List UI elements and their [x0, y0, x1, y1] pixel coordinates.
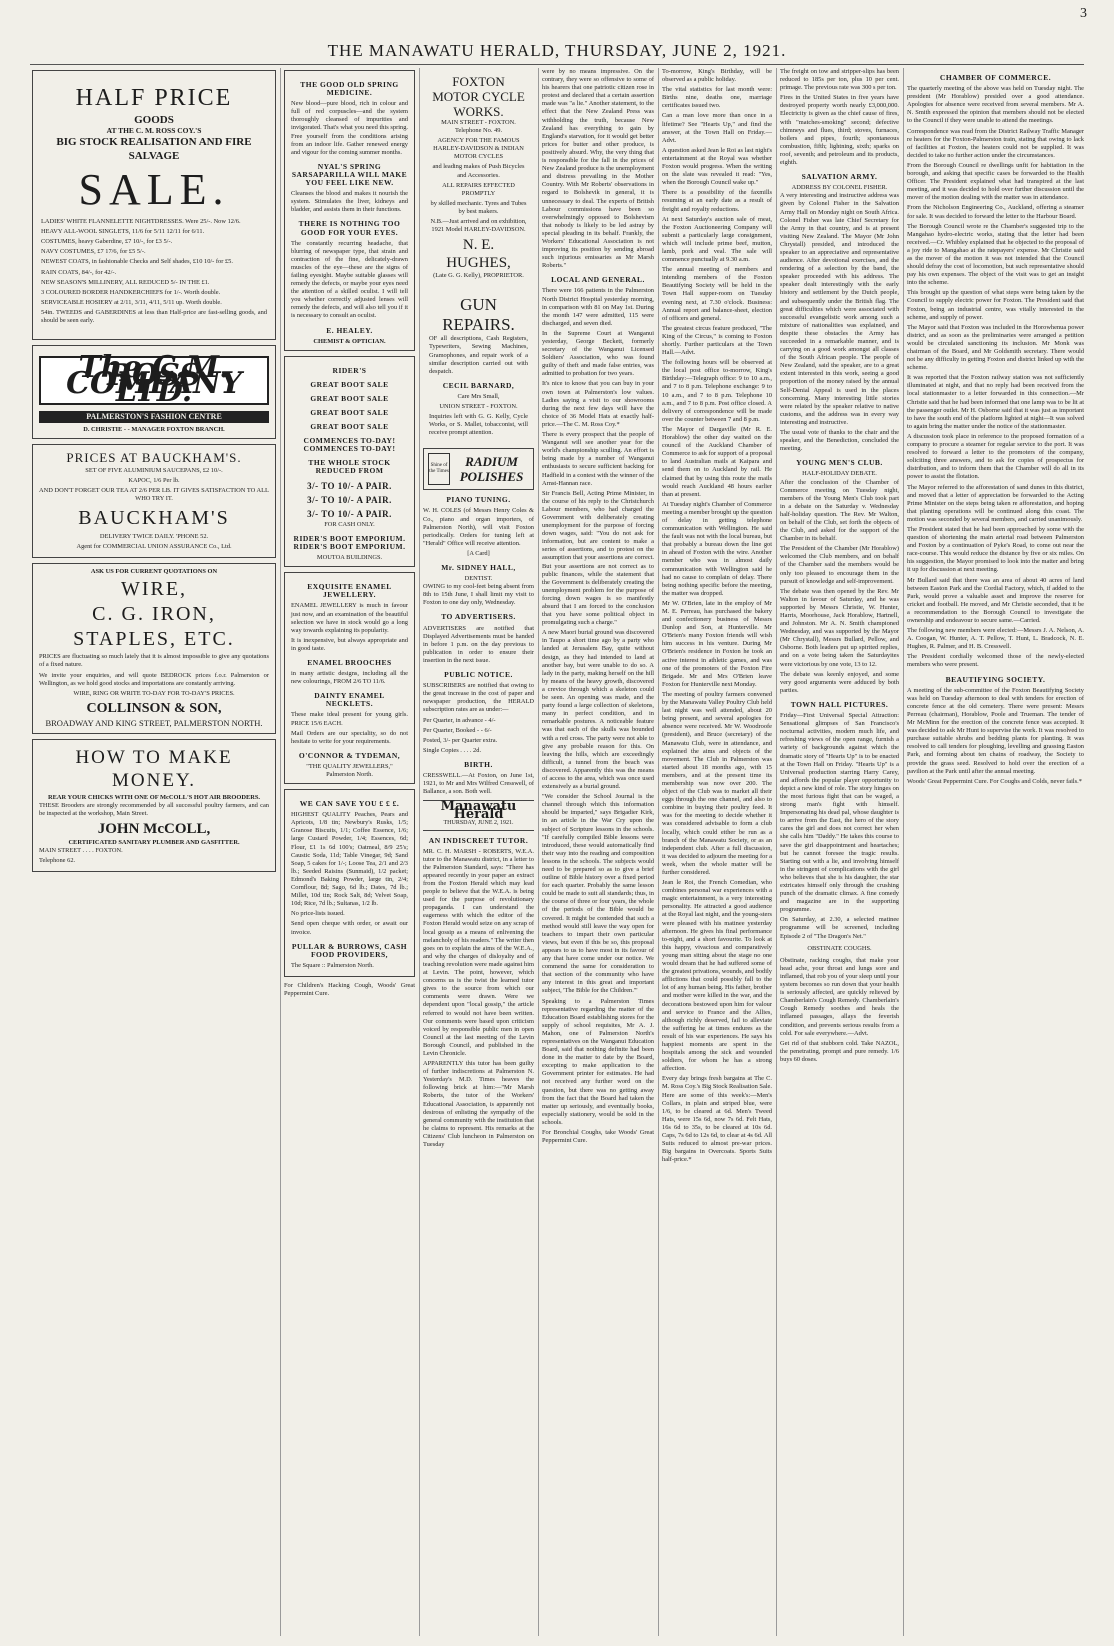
ad-headline: PRICES AT BAUCKHAM'S.	[66, 449, 242, 465]
ad-headline: RIDER'S	[332, 365, 367, 375]
section-subtitle: ADDRESS BY COLONEL FISHER.	[791, 184, 888, 192]
article-paragraph: The Mayor said that Foxton was included in the Horowhenua power district, and as soon as the preliminaries were arranged a petition would be circulated sanctioning its inclusion. Mr Monk was chairman of the Board, and Mr Goldsmith secretary. There would not be any difficulty in getting Foxton and district linked up with the scheme.	[907, 323, 1084, 372]
article-paragraph: Friday—First Universal Special Attraction: Sensational glimpses of San Francisco's nocturnal activities, modern much life, and refreshing views of the open range, furnish a variety of backgrounds against which the dramatic story of "Hearts Up" is to be enacted at the Town Hall on Friday. "Hearts Up" is a Universal production starring Harry Carey, and affords the popular player opportunity to depict a new kind of role. The story hinges on the most furious fight that can be waged, a strong man's fight with himself. Impersonating his dead pal, whose daughter is to arrive from the East, the hero of the story cares the girl and does not correct her when she calls him "Daddy." He takes this course to save the girl disappointment and heartaches; but he cannot foresee the tragic results. Starting out with a lie, and involving himself in the stringent of complications with the girl who believes that she is his daughter, the star extricates himself only through the crushing punch of the dramatic climax. A fine comedy and magazine are in the supporting programme.	[780, 712, 899, 914]
article-paragraph: Obstinate, racking coughs, that make your head ache, your throat and lungs sore and inflamed, that rob you of your sleep until your system becomes so run down that your health is seriously affected, are quickly relieved by Chamberlain's Cough Remedy. Chamberlain's Cough Remedy soothes and heals the inflamed passages, allays the feverish condition, and prevents serious results from a cold. For sale everywhere.—Advt.	[780, 956, 899, 1037]
article-paragraph: A question asked Jean le Roi as last night's entertainment at the Royal was whether Foxton would progress. When the writing on the slate was revealed it read: "Yes, when the Borough Council wake up."	[662, 146, 772, 187]
column-7	[907, 68, 1084, 1628]
ad-paragraph: ENAMEL JEWELLERY is much in favour just now, and an examination of the beautiful selection we have in stock would go a long way towards explaining its popularity.	[291, 602, 408, 634]
price-item: LADIES' WHITE FLANNELETTE NIGHTDRESSES. Were 25/-. Now 12/6.	[41, 218, 241, 226]
ad-paragraph: WIRE, RING OR WRITE TO-DAY FOR TO-DAY'S PRICES.	[73, 689, 235, 697]
ad-paragraph: We invite your enquiries, and will quote BEDROCK prices f.o.r. Palmerston or Wellington, as we hold good stocks and importations are constantly arriving.	[39, 671, 269, 687]
sale-line: GREAT BOOT SALE	[310, 393, 389, 403]
article-paragraph: The usual vote of thanks to the chair and the speaker, and the Benediction, concluded the meeting.	[780, 429, 899, 453]
article-paragraph: From the Nicholson Engineering Co., Auckland, offering a steamer for sale. It was decided to forward the letter to the Harbour Board.	[907, 204, 1084, 220]
article-paragraph: The quarterly meeting of the above was held on Tuesday night. The president (Mr Horablow) presided over a good attendance. Apologies for absence were received from several members. Mr A. N. Smith expressed the opinion that members should not be elected to the Council if they were unable to attend the meetings.	[907, 85, 1084, 125]
ad-paragraph: OF all descriptions, Cash Registers, Typewriters, Sewing Machines, Gramophones, and repair work of a similar description carried out with despatch.	[429, 335, 528, 375]
notice-body: ADVERTISERS are notified that Displayed Advertisements must be handed in before 1 p.m. on the day previous to publication in order to ensure their insertion in the next issue.	[423, 624, 534, 664]
notice-title: BIRTH.	[464, 759, 493, 769]
column-6	[780, 68, 899, 1628]
notice-title: Mr. SIDNEY HALL,	[441, 563, 516, 572]
ad-line: AND DON'T FORGET OUR TEA AT 2/6 PER LB. IT GIVES SATISFACTION TO ALL WHO TRY IT.	[39, 486, 269, 502]
article-paragraph: Woods' Great Peppermint Cure. For Coughs and Colds, never fails.*	[907, 777, 1082, 785]
ad-line: D. CHRISTIE - - MANAGER FOXTON BRANCH.	[83, 425, 225, 433]
article-paragraph: It's nice to know that you can buy in your own town at Palmerston's low values. Ladies saying a visit to our showrooms during the next few days will have the choice of 36 Model Hats at exactly half-price.—The C. M. Ross Coy.*	[542, 380, 654, 428]
article-title: AN INDISCREET TUTOR.	[428, 835, 529, 845]
article-paragraph: Speaking to a Palmerston Times representative regarding the matter of the Education Board establishing stores for the supply of school requisites, Mr A. J. Mahon, one of Palmerston North's representatives on the Wanganui Education Board, said that nothing definite had been done in the matter to date by the Board, excepting to make application to the Government printer for estimates. He had not received any further word on the question, but there was no getting away from the fact that the Board had taken the matter up seriously, and eventually books, especially stationery, would be sold in the schools.	[542, 997, 654, 1126]
ad-paragraph: HIGHEST QUALITY Peaches, Pears and Apricots, 1/8 tin; Newbury's Rusks, 1/5; Granose Biscuits, 1/1; Coffee Essence, 1/6; large Custard Powder, 1/4; Essences, 6d; Flour, £1 1s 6d 100's; Oatmeal, 8/9 25's; Caustic Soda, 11d; Table Vinegar, 9d; Sand Soap, 5 cakes for 1/-; Loose Tea, 2/1 and 2/3 lb.; Seeded Raisins (Sunmaid), 1/2 packet; Edmond's Baking Powder, large tin, 2/4; Cornflour, 8d; Sago, 6d lb.; Dates, 7d lb.; Millet, 10d tin; Rock Salt, 8d; Velvet Soap, 10d; Rice, 7d lb.; Sultanas, 1/2 lb.	[291, 811, 408, 908]
article-paragraph: A meeting of the sub-committee of the Foxton Beautifying Society was held on Tuesday afternoon to deal with tenders for erection of concrete fence at the old cemetery. There were present: Messrs Perreau (chairman), Horablow, Poole and Trueman. The tender of Mr McMinn for the erection of the concrete fence was accepted. It was decided to ask Mr Hunt to supervise the work. It was resolved to purchase suitable shrubs and bedding plants for planting. It was resolved to call tenders for ploughing, levelling and grassing Easton Park, and forming about ten chains of roadway, the Society to provide the grass seed. Resolved to hold over the erection of a pavilion at the Park until after the annual meeting.	[907, 686, 1084, 775]
article-paragraph: Jean le Roi, the French Comedian, who combines personal war experiences with a magic entertainment, is a very interesting personality. He attracted a good audience at the Royal last night, and the young-sters were pleased with his matinee yesterday afternoon. He gives his final performance to-night, and a short favourite. To look at this happy, vivacious and comparatively young man sitting about the stage no one would dream that he had suffered some of the greatest privations, wounds, and bodily afflictions that could possibly fall to the lot of any human being. His father, brother and mother were killed in the war, and the decorations bestowed upon him for valour and service to France and the Allies, although richly deserved, fail to alleviate the suffering he at times endures as the result of his war experiences. He says his happiest moments are spent in the hospitals among the sick and wounded soldiers, for whom he has a strong affection.	[662, 879, 772, 1073]
notice-public	[423, 671, 534, 755]
notice-piano-tuning	[423, 496, 534, 548]
polish-tin-icon: Shine of the Times	[428, 453, 450, 485]
article-paragraph: Mr Bullard said that there was an area of about 40 acres of land between Easton Park and the Cordial Factory, which, if added to the Park, would prove a valuable asset and improve the reserve for cricket and football. He moved, and Mr Christie seconded, that it be a recommendation to the Borough Council to investigate the ownership and endeavour to secure same.—Carried.	[907, 576, 1084, 624]
notice-birth	[423, 761, 534, 796]
ad-bauckham	[32, 444, 276, 559]
article-paragraph: The President cordially welcomed those of the newly-elected members who were present.	[907, 653, 1084, 669]
section-title: CHAMBER OF COMMERCE.	[939, 73, 1052, 82]
ad-paragraph: in many artistic designs, including all the new colourings, FROM 2/6 TO 11/6.	[291, 670, 408, 686]
column-3	[423, 68, 534, 1628]
column-rule	[658, 68, 659, 1636]
ad-line: DELIVERY TWICE DAILY. 'PHONE 52.	[99, 533, 209, 541]
ad-line: Agent for COMMERCIAL UNION ASSURANCE Co., Ltd.	[76, 543, 232, 551]
article-paragraph: This brought up the question of what steps were being taken by the Council to supply electric power for Foxton. The President said that Foxton, being an industrial centre, was vitally interested in the scheme, and supply of power.	[907, 289, 1084, 321]
article-paragraph: The following new members were elected:—Messrs J. A. Nelson, A. A. Coogan, W. Hunter, A. T. Pellow, T. Hunt, L. Bradcock, N. E. Hughes, R. Palmer, and H. B. Cresswell.	[907, 627, 1084, 651]
ad-subhead: ENAMEL BROOCHES	[307, 657, 392, 667]
ad-radium-polishes	[423, 448, 534, 490]
article-paragraph: Sir Francis Bell, Acting Prime Minister, in the course of his reply to the Christchurch Labour members, who had charged the Government with deliberately creating unemployment for the purpose of forcing down wages, said: "You do not ask for information, but are content to make a series of assertions, and to protest on the assumption that your assertions are correct. But your assertions are not correct as to public finances, while the statement that the Government is deliberately creating the unemployment problem for the purpose of forcing down wages is so manifestly absurd that I am forced to the conclusion that you have some political object in promulgating such a charge."	[542, 489, 654, 627]
price-item: NEW SEASON'S MILLINERY, ALL REDUCED 5/- IN THE £1.	[41, 278, 210, 286]
newspaper-nameplate	[423, 800, 534, 830]
ad-paragraph: Cleanses the blood and makes it nourish the system. Stimulates the liver, kidneys and bladder, and assists them in their functions.	[291, 190, 408, 214]
filler-paragraph: For Children's Hacking Cough, Woods' Great Peppermint Cure.	[284, 981, 415, 997]
nameplate-title: Manawatu Herald	[440, 799, 517, 823]
article-paragraph: Get rid of that stubborn cold. Take NAZOL, the penetrating, prompt and pure remedy. 1/6 buys 60 doses.	[780, 1039, 899, 1063]
ad-paragraph: The Square :: Palmerston North.	[291, 961, 374, 969]
article-paragraph: The meeting of poultry farmers convened by the Manawatu Valley Poultry Club held last night was well attended, about 20 being present, and several apologies for absence were received. Mr W. Woodroofe (president), and Bruce (secretary) of the Manawatu Club, were in attendance, and explained the aims and objects of the movement. The Club in Palmerston was started about 18 months ago, with 15 members, and at the present time its membership was now over 200. The object of the Club was to market all their eggs through the one channel, and also to combine in buying their poultry feed. It was for the meeting to decide whether it was considered advisable to form a club locally, which could either be run as a branch of the Manawatu Society, or as an independent club. After a full discussion, it was decided to adjourn the meeting for a week, when the whole matter will be further considered.	[662, 690, 772, 876]
column-1	[32, 68, 276, 1628]
article-paragraph: After the conclusion of the Chamber of Commerce meeting on Tuesday night, members of the Young Men's Club took part in a debate on the Saturday v. Wednesday half-holiday question. The Rev. Mr Walton, on behalf of the Club, set forth the objects of the Club, and asked for the support of the Chamber in its behalf.	[780, 478, 899, 543]
ad-subhead: REAR YOUR CHICKS WITH ONE OF McCOLL'S HOT AIR BROODERS.	[48, 793, 260, 801]
article-paragraph: Can a man love more than once in a lifetime? See "Hearts Up," and find the answer, at the Town Hall on Friday.—Advt.	[662, 112, 772, 144]
price-item: HEAVY ALL-WOOL SINGLETS, 11/6 for 5/11 12/11 for 6/11.	[41, 228, 205, 236]
ad-oconnor-tydeman	[284, 572, 415, 784]
ad-subhead: THE WHOLE STOCK REDUCED FROM	[308, 458, 391, 476]
ad-headline: SALE.	[78, 165, 230, 215]
ad-subhead: PULLAR & BURROWS, CASH FOOD PROVIDERS,	[291, 941, 408, 959]
ad-line: "THE QUALITY JEWELLERS,"	[306, 762, 393, 770]
price-item: 3 COLOURED BORDER HANDKERCHIEFS for 1/-. Worth double.	[41, 288, 221, 296]
column-rule	[280, 68, 281, 1636]
article-paragraph: "We consider the School Journal is the channel through which this information should be imparted," says Brigadier Kirk, in an article in the War Cry upon the subject of Scripture lessons in the schools. "If carefully compiled Bible lessons were introduced, these would automatically find their way into the reading and composition lessons in the schools. The subjects would need to be prepared so as to give a brief outline of Bible history over a fixed period for each quarter. Probably the same lesson could be made to suit all standards; thus, in the course of three or four years, the whole of the periods of the Bible would be covered. It might be contended that such a method would still leave the way open for teachers to impart their own particular views, but even if this be so, this proposal appears to us to have most in its favour of any that have come under our notice. We commend the same for consideration to that section of the community who have any interest in this great and important subject, 'The Bible for the Children.'"	[542, 793, 654, 995]
section-subtitle: HALF-HOLIDAY DEBATE.	[802, 470, 877, 478]
masthead-title: THE MANAWATU HERALD, THURSDAY, JUNE 2, 1921.	[327, 41, 787, 60]
notice-body: SUBSCRIBERS are notified that owing to the great increase in the cost of paper and newspaper production, the HERALD subscription rates are as under:—	[423, 682, 534, 714]
ad-mccoll	[32, 739, 276, 873]
article-paragraph: There is every prospect that the people of Wanganui will see another year for the world's championship sculling. An effort is being made by a number of Wanganui enthusiasts to secure sufficient backing for Hadfield in a contest with the winner of the Arnst-Hannan race.	[542, 431, 654, 487]
article-paragraph: The following hours will be observed at the local post office to-morrow, King's Birthday:—Telegraph office: 9 to 10 a.m., and 7 to 8 p.m. Telephone exchange: 9 to 10 a.m., and 7 to 8 p.m. Telephone 10 a.m., and 7 to 8 p.m. Post office closed. A delivery of correspondence will be made over the counter between 7 and 8 p.m.	[662, 359, 772, 423]
article-paragraph: were by no means impressive. On the contrary, they were so offensive to some of his hearers that one patriotic citizen rose in protest and declared that a certain assertion made was "a lie." Another statement, to the effect that the New Zealand Press was withholding the truth, because New Zealand has everything to gain by England's starvation, for it would get better prices for butter and other produce, is positively absurd. Why, the very thing that is responsible for the fall in the prices of New Zealand produce is the unemployment and distress prevailing in the Mother Country. With Mr Roberts' observations in regard to Bolshevik in general, it is unnecessary to deal. The experts of British Labour commissions have been so overwhelmingly opposed to Bolshevism that nobody is likely to be led astray by special pleading in its behalf. Frankly, the Workers' Educational Association is not improving its position by sending abroad such injurious emissaries as Mr Marsh Roberts."	[542, 68, 654, 270]
ad-subhead: CERTIFICATED SANITARY PLUMBER AND GASFITTER.	[68, 839, 240, 847]
ad-motor-cycle-works	[423, 70, 534, 286]
ad-line: MOUTOA BUILDINGS.	[316, 554, 383, 562]
notice-advertisers	[423, 613, 534, 665]
notice-body: W. H. COLES (of Messrs Henry Coles & Co., piano and organ importers, of Palmerston North), will visit Foxton periodically. Orders for tuning left at "Herald" Office will receive attention.	[423, 507, 534, 547]
section-title: SALVATION ARMY.	[801, 172, 878, 182]
notice-title: PIANO TUNING.	[446, 495, 511, 505]
column-rule	[903, 68, 904, 1636]
column-5	[662, 68, 772, 1628]
article-paragraph: The Mayor of Dargaville (Mr R. E. Horablow) the other day waited on the council of the Auckland Chamber of Commerce to ask for support of a proposal to land Australian mails at Kaipara and send them on to Auckland by rail. He claimed that by using this route the mails would reach Auckland 48 hours earlier than at present.	[662, 425, 772, 498]
price-item: SERVICEABLE HOSIERY at 2/11, 3/11, 4/11, 5/11 up. Worth double.	[41, 298, 222, 306]
article-paragraph: A discussion took place in reference to the proposed formation of a company to procure a steamer for regular service to the port. It was resolved to forward a letter to the promoters of the company, soliciting three answers, and to ask for copies of prospectus for distribution, and to inform them that the Chamber will do all in its power to assist the flotation.	[907, 432, 1084, 481]
ad-headline: GUN REPAIRS.	[442, 295, 515, 335]
article-paragraph: The annual meeting of members and intending members of the Foxton Beautifying Society will be held in the Town Hall supper-room on Tuesday evening next, at 7.30 o'clock. Business: Annual report and balance-sheet, election of officers and general.	[662, 266, 772, 322]
ad-headline: N. E. HUGHES,	[446, 237, 511, 272]
ad-headline: THE GOOD OLD SPRING MEDICINE.	[300, 80, 399, 98]
article-paragraph: Fires in the United States in five years have destroyed property worth nearly £3,000,000. Electricity is given as the chief cause of fires, with "matches-smoking" second; defective chimneys and flues, third; stoves, furnaces, boilers and pipes, fourth; spontaneous combustion, fifth; lightning, sixth; sparks on roof, seventh; and petroleum and its products, eighth.	[780, 94, 899, 167]
rate-line: Per Quarter, in advance - 4/-	[423, 716, 496, 724]
ad-gun-repairs	[423, 291, 534, 443]
article-paragraph: The President of the Chamber (Mr Horablow) welcomed the Club members, and on behalf of the Chamber said the members would be only too pleased to encourage them in the pursuit of knowledge and self-improvement.	[780, 545, 899, 585]
sale-line: GREAT BOOT SALE	[310, 422, 389, 432]
ad-headline: HALF PRICE	[75, 85, 233, 111]
ad-line: Care Mrs Small,	[457, 392, 500, 400]
ad-line: FOR CASH ONLY.	[324, 520, 375, 528]
section-title: LOCAL AND GENERAL.	[551, 275, 645, 285]
article-indiscreet-tutor	[423, 837, 534, 1150]
ad-pullar-burrows	[284, 789, 415, 977]
ad-line: and leading makes of Push Bicycles and Accessories.	[432, 163, 525, 179]
ad-headline: EXQUISITE ENAMEL JEWELLERY.	[307, 582, 392, 600]
nameplate-date: THURSDAY, JUNE 2, 1921.	[443, 820, 514, 827]
ad-paragraph: It is inexpensive, but always appropriate and in good taste.	[291, 636, 408, 652]
ad-paragraph: Send open cheque with order, or await our invoice.	[291, 920, 408, 936]
section-title: BEAUTIFYING SOCIETY.	[945, 674, 1046, 684]
ad-paragraph: PRICES are fluctuating so much lately that it is almost impossible to give any quotations of a fixed nature.	[39, 653, 269, 669]
sale-line: GREAT BOOT SALE	[310, 408, 389, 417]
ad-paragraph: No price-lists issued.	[291, 910, 345, 918]
ad-line: MAIN STREET . . . . FOXTON.	[39, 847, 123, 855]
article-paragraph: The vital statistics for last month were: Births nine, deaths one, marriage certificates issued two.	[662, 86, 772, 110]
ad-headline: HOW TO MAKE MONEY.	[75, 746, 233, 791]
ad-subhead: RIDER'S BOOT EMPORIUM. RIDER'S BOOT EMPORIUM.	[293, 533, 406, 552]
section-subtitle: OBSTINATE COUGHS.	[807, 944, 872, 952]
ad-line: AGENCY FOR THE FAMOUS HARLEY-DAVIDSON & INDIAN MOTOR CYCLES	[433, 137, 524, 161]
ad-subhead: BROADWAY AND KING STREET, PALMERSTON NORTH.	[45, 717, 263, 728]
price-item: NEWEST COATS, in fashionable Checks and Self shades, £10 10/- for £5.	[41, 258, 233, 266]
sale-line: GREAT BOOT SALE	[310, 379, 389, 389]
ad-headline: BAUCKHAM'S	[78, 507, 230, 530]
ad-headline: WIRE,	[120, 578, 188, 601]
price-item: COSTUMES, heavy Gaberdine, £7 10/-, for £3 5/-.	[41, 238, 173, 246]
ad-subhead: COMMENCES TO-DAY! COMMENCES TO-DAY!	[303, 436, 396, 454]
ad-line: MAIN STREET - FOXTON. Telephone No. 49.	[441, 119, 516, 135]
article-paragraph: The Mayor referred to the afforestation of sand dunes in this district, and moved that a letter of appreciation be forwarded to the Acting Prime Minister on the steps being taken re afforestation, and hoping that planting operations will be continued along this coast. The motion was seconded by several members, and carried unanimously.	[907, 483, 1084, 523]
ad-subhead: ASK US FOR CURRENT QUOTATIONS ON	[90, 568, 218, 576]
ad-collinson	[32, 563, 276, 734]
article-paragraph: The debate was then opened by the Rev. Mr Walton in favour of Saturday, and he was supported by Messrs Christie, W. Hunter, Harris, Moorhouse, Jack Horablow, Hartnell, and Johnston. Mr A. N. Smith championed Wednesday, and was supported by the Mayor (Mr Chrystall), Messrs Bullard, Pellow, and Osborne. Both leaders put up spirited replies, and on a vote being taken the Saturdayites were victorious by one vote, 13 to 12.	[780, 587, 899, 668]
article-paragraph: At Tuesday night's Chamber of Commerce meeting a member brought up the question of delay in getting telephone communication with Wellington. He said the fault was not with the local bureau, but that probably a bureau down the line got in ahead of Foxton with the wire. Another member who was in almost daily communication with Wellington said he had no cause to complain of delay. There being nothing specific before the meeting, the matter was dropped.	[662, 500, 772, 597]
ad-line: by skilled mechanic. Tyres and Tubes by best makers.	[430, 199, 527, 215]
ad-subhead: GOODS	[134, 114, 174, 126]
article-paragraph: To-morrow, King's Birthday, will be observed as a public holiday.	[662, 68, 772, 84]
ad-line: UNION STREET - FOXTON.	[439, 402, 518, 410]
price-item: NAVY COSTUMES, £7 17/6, for £5 5/-.	[41, 248, 146, 256]
column-rule	[419, 68, 420, 1636]
ad-line: ALL REPAIRS EFFECTED PROMPTLY	[442, 181, 515, 197]
article-paragraph: Correspondence was read from the District Railway Traffic Manager re heaters for the Foxton-Palmerston train, stating that owing to lack of facilities at Foxton, the heaters could not be supplied. It was decided to take no further action under the circumstances.	[907, 127, 1084, 159]
ad-headline: STAPLES, ETC.	[73, 628, 235, 651]
ad-half-price-sale	[32, 70, 276, 340]
page-number: 3	[1080, 6, 1087, 21]
ad-headline: JOHN McCOLL,	[97, 821, 211, 838]
notice-title: PUBLIC NOTICE.	[444, 670, 513, 680]
article-paragraph: APPARENTLY this tutor has been guilty of further indiscretions at Palmerston N. Yesterday's M.D. Times heaves the following brick at him:—"Mr Marsh Roberts, the tutor of the Workers' Educational Association, is apparently not desirous of enlisting the sympathy of the general community with the institution that he claims to represent. His remarks at the Citizens' Club luncheon in Palmerston on Tuesday	[423, 1060, 534, 1148]
article-paragraph: It was reported that the Foxton railway station was not sufficiently illuminated at night, and that no reply had been received from the local stationmaster to a letter forwarded in this connection.—Mr Christie said that he had been informed that one lamp was to be lit at the passenger outlet. Mr H. Osborne said that it was just as important to have the south end of the platform lighted at night—It was solved to again bring the matter under the notice of the stationmaster.	[907, 374, 1084, 430]
ad-subhead: DAINTY ENAMEL NECKLETS.	[314, 691, 385, 709]
price-item: RAIN COATS, 84/-, for 42/-.	[41, 268, 117, 276]
ad-headline: O'CONNOR & TYDEMAN,	[298, 750, 401, 760]
ad-subhead: CECIL BARNARD,	[442, 380, 515, 390]
ad-line: Telephone 62.	[39, 857, 76, 865]
notice-title: DENTIST.	[464, 575, 493, 583]
ad-paragraph: THESE Brooders are strongly recommended by all successful poultry farmers, and can be inspected at the workshop, Main Street.	[39, 801, 269, 817]
article-paragraph: A very interesting and instructive address was given by Colonel Fisher in the Salvation Army Hall on Monday night on South Africa. Colonel Fisher was late Chief Secretary for the Army in that country, and is at present visiting New Zealand. The Mayor (Mr John Chrystall) presided, and introduced the speaker to an appreciative and representative audience. After devotional exercises, and the rendering of a selection by the band, the speaker proceeded with his address. The speaker dealt interestingly with the early history and settlement by the Dutch people, and subsequently under the British flag. The great difficulties which were associated with successful evangelistic work among such a mixture of nationalities was explained, and despite these obstacles the Army has succeeded in a remarkable manner, and is carrying on a good work amongst all classes of the South African people. The people of New Zealand, said the speaker, are to a great extent interested in this work, seeing a good proportion of the money raised by the annual Self-Denial Appeal is used in the places concerning. Many interesting little stories were related by the speaker relative to native customs, and the address was in every way interesting and instructive.	[780, 192, 899, 426]
ad-paragraph: Mail Orders are our speciality, so do not hesitate to write for your requirements.	[291, 729, 408, 745]
cm-ross-logo: The C.M. ROSS COMPANY LTD.	[39, 356, 269, 404]
masthead	[30, 40, 1084, 65]
ad-line: SET OF FIVE ALUMINIUM SAUCEPANS, £2 10/-.	[85, 466, 223, 474]
notice-title: [A Card]	[467, 549, 490, 557]
ad-line: Palmerston North.	[326, 771, 373, 778]
rate-line: Single Copies . . . . 2d.	[423, 746, 482, 754]
ad-headline: COLLINSON & SON,	[86, 700, 222, 716]
article-paragraph: There is a possibility of the faxmills resuming at an early date as a result of freight and royalty reductions.	[662, 189, 772, 213]
price-list	[41, 218, 267, 325]
article-paragraph: For Bronchial Coughs, take Woods' Great Peppermint Cure.	[542, 1129, 654, 1145]
ad-headline: THERE IS NOTHING TOO GOOD FOR YOUR EYES.	[298, 219, 401, 237]
article-paragraph: MR. C. H. MARSH - ROBERTS, W.E.A. tutor to the Manawatu district, in a letter to the Palmerston Standard, says: "There has appeared recently in your paper an extract from the Foxton Herald which may lead people to believe that the W.E.A. is being used for the purpose of revolutionary propaganda. I can understand the eagerness with which the editor of the Foxton Herald would seize on any scrap of local gossip as a means of enlivening the melancholy of his readers." The writer then goes on to explain the aims of the W.E.A., and why the charges of disloyalty and of teaching revolution were made against him at Levin. The point, however, which concerns us is the twist the learned tutor gives to the source from which our comments were drawn. Were we dependent upon "local gossip," the article referred to would not have been written. Our comments were based upon criticism voiced by responsible public men in open Council at the last meeting of the Levin Borough Council, and published in the Levin Chronicle.	[423, 847, 534, 1057]
rate-line: Posted, 3/- per Quarter extra.	[423, 736, 498, 744]
rate-line: Per Quarter, Booked - - 6/-	[423, 726, 492, 734]
ad-paragraph: The constantly recurring headache, that blurring of newspaper type, that strain and contraction of the fine, delicately-drawn muscles of the eye—these are the signs of failing eyesight. Maybe suitable glasses will remedy the defects, or maybe your eyes need the attention of a skilled oculist. I will tell you whether correctly adjusted lenses will remedy the defects, and will also tell you if it is necessary to consult an oculist.	[291, 239, 408, 320]
article-paragraph: The freight on tow and stripper-slips has been reduced to 185s per ton, plus 10 per cent. primage. The previous rate was 300 s per ton.	[780, 68, 899, 92]
article-paragraph: The Borough Council wrote re the Chamber's suggested trip to the Mangahao hydro-electric works, stating that the letter had been received.—Cr. Whibley explained that he objected to the proposal of a joy ride to Mangahao at the ratepayers' expense. Mr Christie said as the mover of the motion it was not intended that the Council should defray the cost of locomotion, but such representative should pay his own expenses. The object of the visit was to get an insight into the scheme.	[907, 222, 1084, 287]
ad-subhead: AT THE C. M. ROSS COY.'S	[106, 126, 202, 135]
article-paragraph: The debate was keenly enjoyed, and some very good arguments were adduced by both parties.	[780, 670, 899, 694]
ad-healey	[284, 70, 415, 351]
article-paragraph: Mr W. O'Brien, late in the employ of Mr M. E. Perreau, has purchased the bakery and confectionery business of Messrs Dunlop and Son, at Hunterville. Mr O'Brien's many Foxton friends will wish him success in his venture. During Mr O'Brien's residence in Foxton he took an active interest in athletic games, and was one of the promoters of the Foxton Fire Brigade. Mr and Mrs O'Brien leave Foxton for Hunterville next Monday.	[662, 599, 772, 688]
article-paragraph: The President stated that he had been approached by some with the question of shortening the main arterial road between Palmerston and Foxton by a continuation of Pyke's Road, to come out near the race-course. This would reduce the distance by five or six miles. On his suggestion, the Mayor promised to look into the matter and bring it up for discussion at next meeting.	[907, 525, 1084, 574]
column-2	[284, 68, 415, 1628]
ad-headline: FOXTON MOTOR CYCLE WORKS.	[432, 74, 525, 119]
article-paragraph: At next Saturday's auction sale of meat, the Foxton Auctioneering Company will submit a particularly large consignment, which will include prime beef, mutton, lamb, pork and veal. The sale will commence punctually at 9.30 a.m.	[662, 215, 772, 264]
column-rule	[776, 68, 777, 1636]
notice-title: TO ADVERTISERS.	[441, 612, 516, 622]
ad-headline: C. G. IRON,	[92, 603, 216, 626]
ad-subhead: PALMERSTON'S FASHION CENTRE	[39, 411, 269, 423]
article-paragraph: On Saturday, at 2.30, a selected matinee programme will be screened, including Episode 2 of "The Dragon's Net."	[780, 916, 899, 940]
article-paragraph: From the Borough Council re dwellings unfit for habitation in the borough, and asking that specific cases be forwarded to the Health Officer. The President explained what had transpired at the last meeting, and it was decided to hold over further discussion until the mover of the motion dealing with the matter was in attendance.	[907, 161, 1084, 202]
article-paragraph: The greatest circus feature produced, "The King of the Circus," is coming to Foxton shortly. Further particulars at the Town Hall.—Advt.	[662, 324, 772, 357]
ad-headline: E. HEALEY.	[326, 325, 373, 335]
ad-line: KAPOC, 1/6 Per lb.	[128, 476, 180, 484]
ad-paragraph: New blood—pure blood, rich in colour and full of red corpuscles—and the system thoroughly cleansed of impurities and invigorated. That's what you need this spring. Free yourself from the conditions arising from an indoor life. Gather renewed energy and vigour for the coming summer months.	[291, 100, 408, 156]
price-line: 3/- TO 10/- A PAIR.	[307, 494, 392, 505]
column-rule	[538, 68, 539, 1636]
article-paragraph: A new Maori burial ground was discovered in Taupo a short time ago by a party who landed at Jerusalem Bay, quite without design, as they had intended to land at another bay, but were unable to do so. A lady in the party, making herself on the hill by means of the heavy growth, discovered a crevice through which a skeleton could be seen. An opening was made, and the party found a large collection of skeletons, many in perfect condition, and in remarkable postures. A noticeable feature was that each of the skulls was bounded with a red cross. The party were not able to give any probable reason for this. On leaving the hills, which are exceedingly difficult, a tunnel from the beach was discovered. Apparently this was the means of access to the area, which was once used extensively as a burial ground.	[542, 629, 654, 791]
price-line: 3/- TO 10/- A PAIR.	[307, 480, 392, 491]
section-title: YOUNG MEN'S CLUB.	[796, 458, 883, 468]
ad-headline: NYAL'S SPRING SARSAPARILLA WILL MAKE YOU FEEL LIKE NEW.	[291, 161, 408, 188]
notice-body: CRESSWELL.—At Foxton, on June 1st, 1921, to Mr and Mrs Wilfred Cresswell, of Ballance, a son. Both well.	[423, 771, 534, 796]
ad-line: (Late G. G. Kelly), PROPRIETOR.	[433, 272, 524, 280]
article-paragraph: In the Supreme Court at Wanganui yesterday, George Beckett, formerly secretary of the Wanganui Licensed Soldiers' Association, who was found guilty of theft and made false entries, was admitted to probation for two years.	[542, 329, 654, 378]
price-line: 3/- TO 10/- A PAIR.	[307, 508, 392, 519]
ad-headline: WE CAN SAVE YOU £ £ £.	[299, 799, 400, 809]
ad-cm-ross	[32, 345, 276, 439]
article-paragraph: There were 166 patients in the Palmerston North District Hospital yesterday morning, in comparison with 81 on May 1st. During the month 147 were admitted, 115 were discharged, and seven died.	[542, 287, 654, 327]
ad-riders	[284, 356, 415, 568]
ad-line: N.B.—Just arrived and on exhibition, 1921 Model HARLEY-DAVIDSON.	[430, 218, 527, 234]
ad-subhead: BIG STOCK REALISATION AND FIRE SALVAGE	[56, 136, 252, 163]
ad-paragraph: Inquiries left with G. G. Kelly, Cycle Works, or S. Mallet, tobacconist, will receive prompt attention.	[429, 413, 528, 437]
article-paragraph: Every day brings fresh bargains at The C. M. Ross Coy.'s Big Stock Realisation Sale. Here are some of this week's:—Men's Collars, in plain and striped blue, were 1/6, to be cleared at 6d. Men's Tweed Hats, were 15s 6d, now 7s 6d. Felt Hats, 16s 6d to 35s, to be cleared at 10s 6d. Caps, 7s 6d to 12s 6d, to clear at 4s 6d. All Suits reduced to almost pre-war prices. Big bargains in Overcoats. Sports Suits half-price.*	[662, 1075, 772, 1164]
ad-subhead: CHEMIST & OPTICIAN.	[313, 337, 386, 345]
ad-headline: RADIUM POLISHES	[459, 454, 524, 485]
section-title: TOWN HALL PICTURES.	[790, 699, 889, 709]
notice-body: OWING to my cool-feet being absent from 8th to 15th June, I shall limit my visit to Foxton to one day only, Wednesday.	[423, 583, 534, 607]
price-item: 54in. TWEEDS and GABERDINES at less than Half-price are fast-selling goods, and should be seen early.	[41, 308, 267, 325]
column-4	[542, 68, 654, 1628]
ad-paragraph: These make ideal present for young girls. PRICE 15/6 EACH.	[291, 711, 408, 727]
notice-card	[423, 550, 534, 608]
